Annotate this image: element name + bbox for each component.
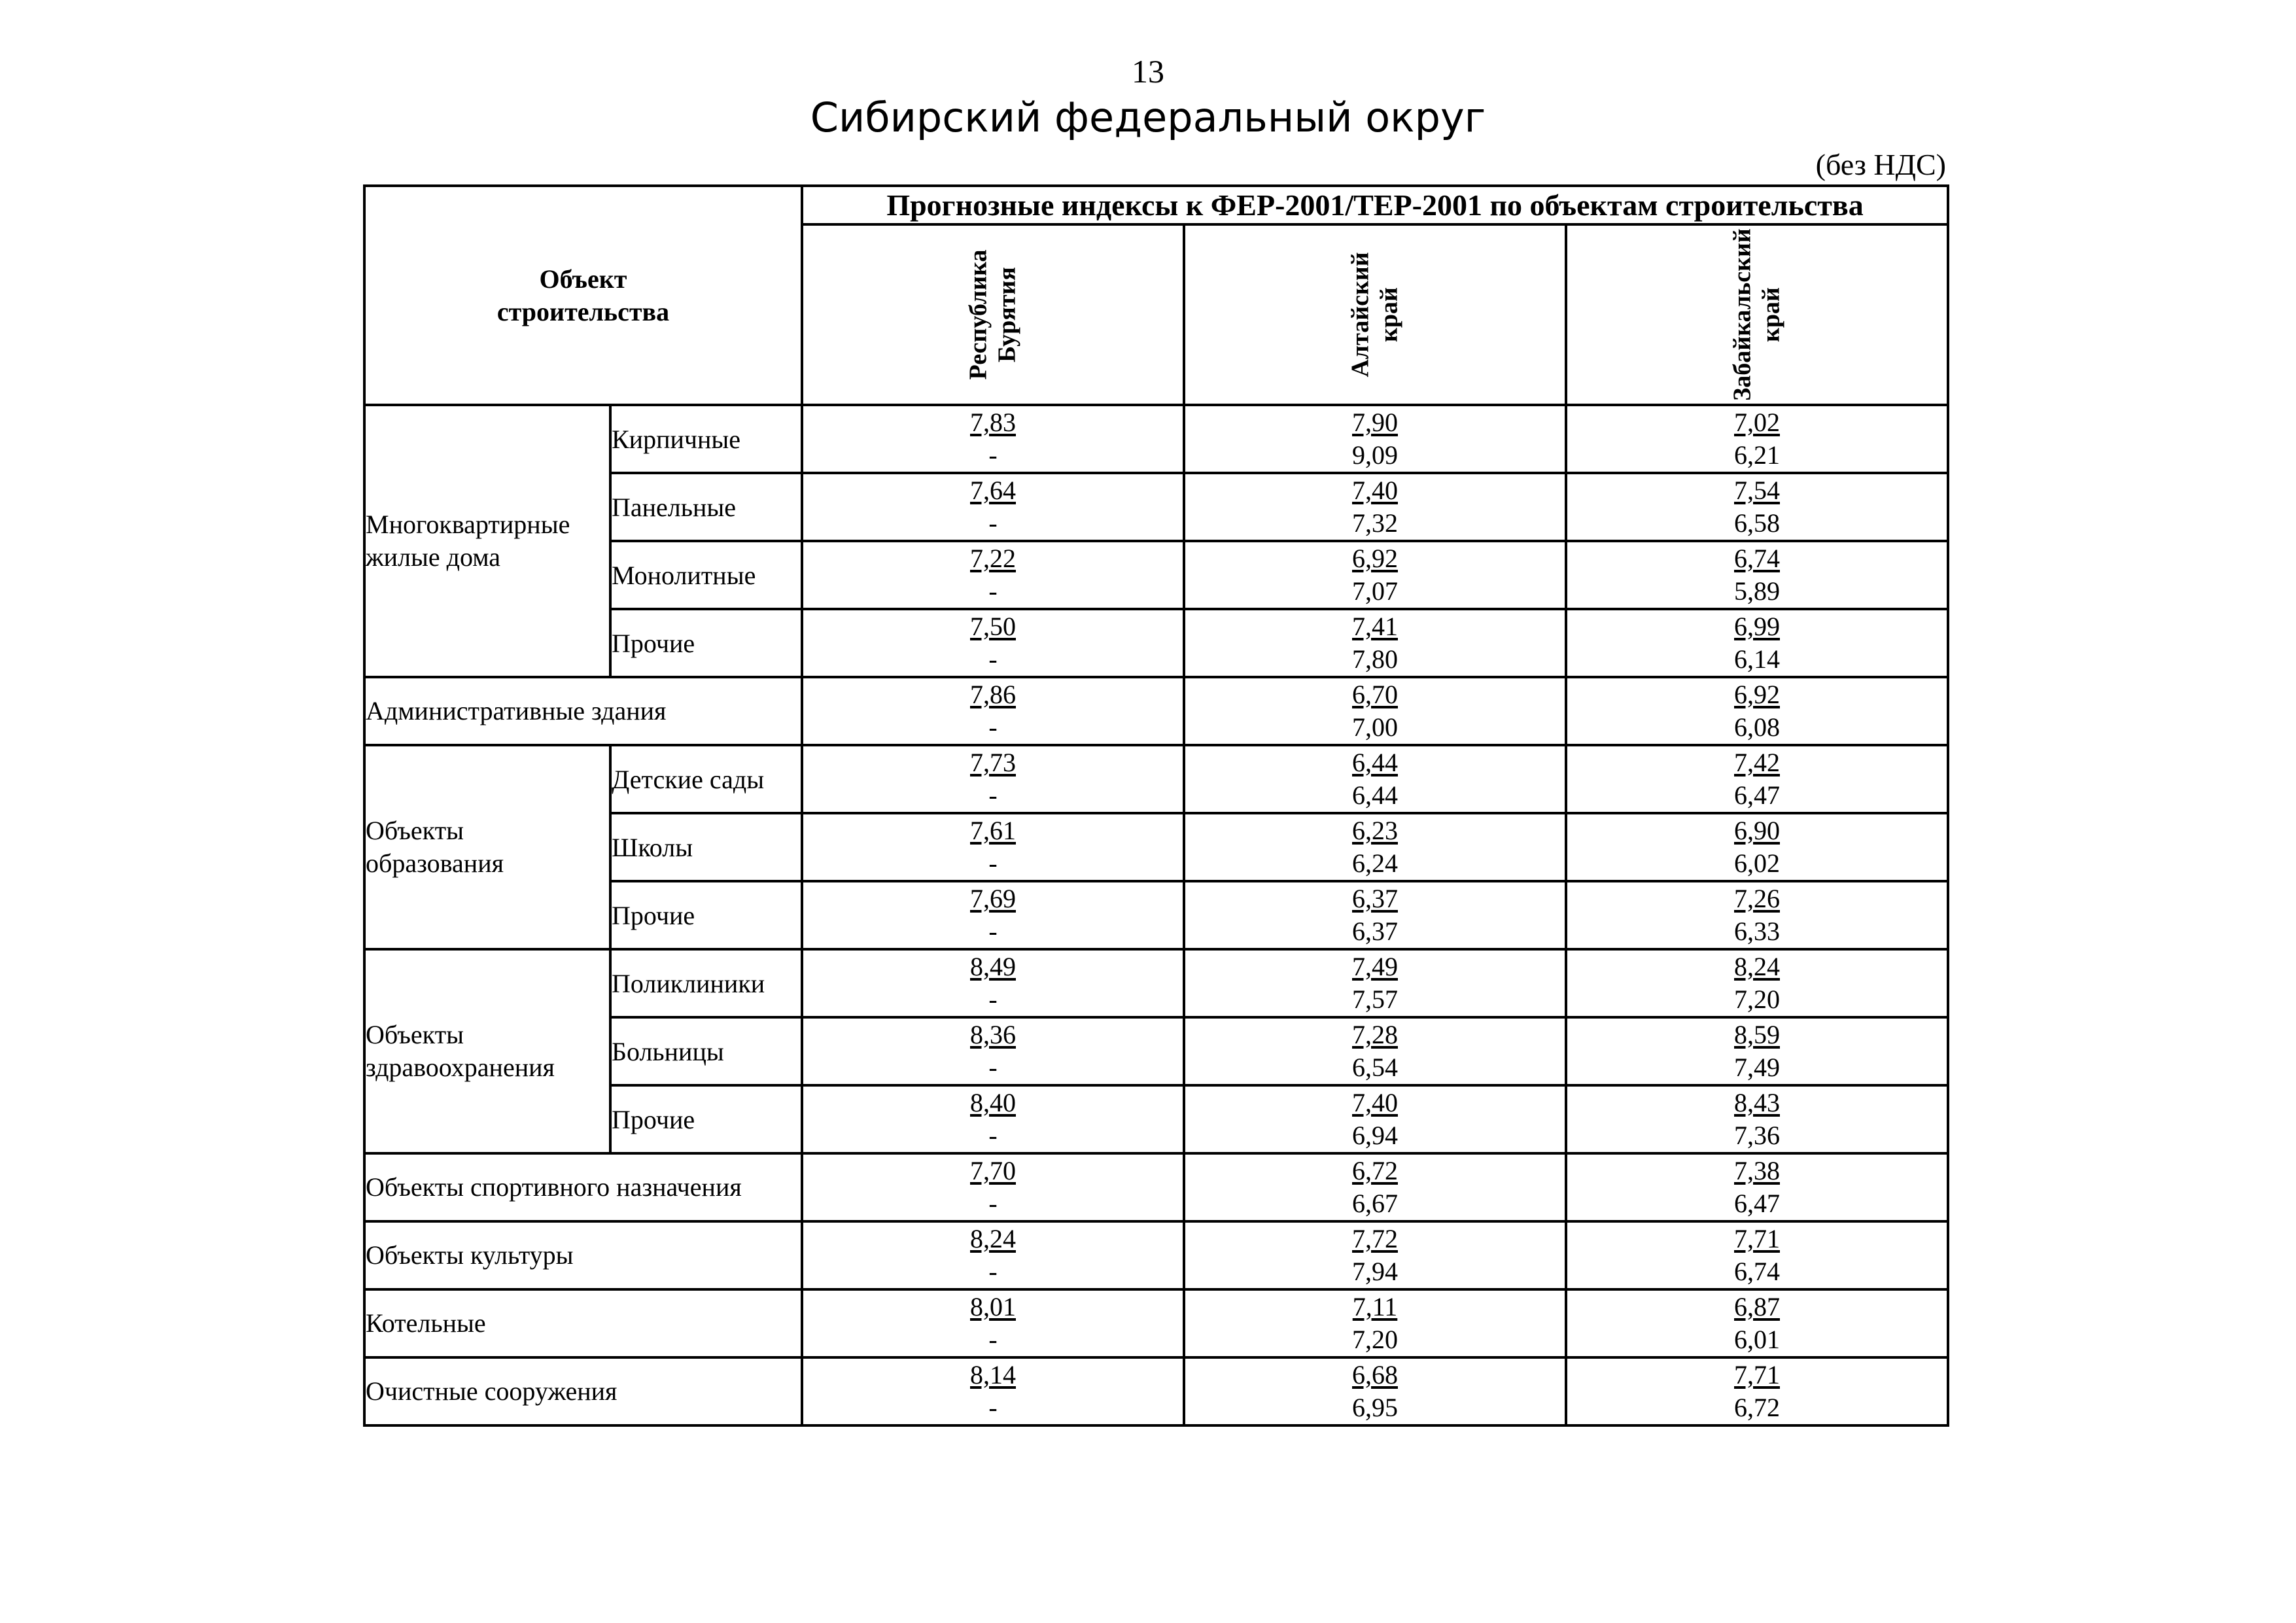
group-label-line: Объекты: [366, 816, 464, 845]
forecast-index-value: 7,72: [1352, 1224, 1398, 1253]
value-cell: [1184, 1017, 1566, 1085]
region-label-line: Алтайский: [1346, 252, 1374, 377]
value-cell: [1184, 405, 1566, 473]
object-column-header: [364, 186, 802, 405]
forecast-index-value: 8,24: [970, 1224, 1016, 1253]
forecast-index-value: 7,61: [970, 816, 1016, 845]
value-cell: [1566, 1153, 1948, 1221]
value-cell: [1184, 677, 1566, 745]
forecast-index-value: 7,22: [970, 544, 1016, 573]
object-header-line1: Объект: [539, 264, 627, 294]
table-row: [364, 1221, 1948, 1289]
secondary-index-value: 6,01: [1734, 1325, 1780, 1354]
secondary-index-value: -: [988, 644, 998, 674]
forecast-index-value: 7,86: [970, 680, 1016, 709]
forecast-index-value: 6,72: [1352, 1156, 1398, 1185]
secondary-index-value: -: [988, 1393, 998, 1422]
forecast-index-value: 7,50: [970, 612, 1016, 641]
value-cell: [1184, 1221, 1566, 1289]
secondary-index-value: 6,02: [1734, 848, 1780, 878]
forecast-index-value: 8,59: [1734, 1020, 1780, 1049]
secondary-index-value: 7,36: [1734, 1121, 1780, 1150]
table-row: [364, 1289, 1948, 1357]
forecast-index-value: 7,70: [970, 1156, 1016, 1185]
table-row: [364, 677, 1948, 745]
forecast-index-value: 7,64: [970, 476, 1016, 505]
value-cell: [1566, 405, 1948, 473]
secondary-index-value: 6,72: [1734, 1393, 1780, 1422]
secondary-index-value: 7,32: [1352, 508, 1398, 538]
forecast-index-value: 6,70: [1352, 680, 1398, 709]
forecast-index-value: 7,83: [970, 408, 1016, 437]
forecast-index-value: 7,02: [1734, 408, 1780, 437]
value-cell: [802, 1085, 1184, 1153]
subtype-cell: Прочие: [610, 609, 802, 677]
table-row: [364, 745, 1948, 813]
value-cell: [802, 1289, 1184, 1357]
table-row: [364, 949, 1948, 1017]
region-header-zabaikalsky: [1566, 224, 1948, 405]
subtype-cell: Детские сады: [610, 745, 802, 813]
secondary-index-value: 9,09: [1352, 440, 1398, 470]
forecast-index-value: 6,99: [1734, 612, 1780, 641]
value-cell: [802, 609, 1184, 677]
value-cell: [1566, 609, 1948, 677]
value-cell: [1184, 949, 1566, 1017]
value-cell: [1566, 745, 1948, 813]
forecast-index-value: 6,92: [1734, 680, 1780, 709]
value-cell: [802, 1221, 1184, 1289]
value-cell: [1566, 1085, 1948, 1153]
forecast-index-table: [363, 184, 1949, 1427]
secondary-index-value: -: [988, 1189, 998, 1218]
table-header-row: [364, 186, 1948, 224]
group-label-line: образования: [366, 848, 504, 878]
secondary-index-value: 6,94: [1352, 1121, 1398, 1150]
forecast-index-value: 8,49: [970, 952, 1016, 981]
value-cell: [1184, 745, 1566, 813]
forecast-header: Прогнозные индексы к ФЕР-2001/ТЕР-2001 по объектам строительства: [802, 186, 1948, 224]
secondary-index-value: 6,74: [1734, 1257, 1780, 1286]
secondary-index-value: 6,44: [1352, 780, 1398, 810]
group-health: [364, 949, 610, 1153]
forecast-index-value: 7,41: [1352, 612, 1398, 641]
secondary-index-value: -: [988, 508, 998, 538]
forecast-index-value: 7,28: [1352, 1020, 1398, 1049]
value-cell: [1184, 541, 1566, 609]
region-header-altai: [1184, 224, 1566, 405]
value-cell: [1184, 881, 1566, 949]
secondary-index-value: -: [988, 1121, 998, 1150]
subtype-cell: Панельные: [610, 473, 802, 541]
value-cell: [802, 473, 1184, 541]
secondary-index-value: 7,20: [1352, 1325, 1398, 1354]
secondary-index-value: 7,94: [1352, 1257, 1398, 1286]
forecast-index-value: 6,23: [1352, 816, 1398, 845]
secondary-index-value: -: [988, 848, 998, 878]
forecast-index-value: 8,01: [970, 1292, 1016, 1321]
group-residential: [364, 405, 610, 677]
value-cell: [802, 405, 1184, 473]
secondary-index-value: -: [988, 1053, 998, 1082]
value-cell: [802, 745, 1184, 813]
group-administrative: Административные здания: [364, 677, 802, 745]
value-cell: [802, 881, 1184, 949]
forecast-index-value: 7,42: [1734, 748, 1780, 777]
value-cell: [1184, 609, 1566, 677]
value-cell: [802, 677, 1184, 745]
object-header-line2: строительства: [496, 296, 670, 326]
subtype-cell: Больницы: [610, 1017, 802, 1085]
secondary-index-value: 6,33: [1734, 916, 1780, 946]
table-row: [364, 405, 1948, 473]
value-cell: [1184, 1357, 1566, 1425]
forecast-index-value: 8,14: [970, 1360, 1016, 1389]
group-boiler: Котельные: [364, 1289, 802, 1357]
forecast-index-value: 7,71: [1734, 1224, 1780, 1253]
page-number: 13: [1132, 53, 1164, 90]
forecast-index-value: 7,69: [970, 884, 1016, 913]
region-label-line: край: [1757, 287, 1784, 342]
secondary-index-value: 7,00: [1352, 712, 1398, 742]
region-label-line: Республика: [964, 249, 992, 380]
forecast-index-value: 7,26: [1734, 884, 1780, 913]
value-cell: [1566, 1357, 1948, 1425]
forecast-index-value: 6,90: [1734, 816, 1780, 845]
region-header-buryatia: [802, 224, 1184, 405]
forecast-index-value: 7,11: [1352, 1292, 1398, 1321]
subtype-cell: Школы: [610, 813, 802, 881]
value-cell: [802, 949, 1184, 1017]
secondary-index-value: -: [988, 916, 998, 946]
secondary-index-value: 6,47: [1734, 1189, 1780, 1218]
forecast-index-value: 6,37: [1352, 884, 1398, 913]
value-cell: [1566, 473, 1948, 541]
forecast-index-value: 7,71: [1734, 1360, 1780, 1389]
value-cell: [802, 813, 1184, 881]
group-sport: Объекты спортивного назначения: [364, 1153, 802, 1221]
group-treatment: Очистные сооружения: [364, 1357, 802, 1425]
group-label-line: здравоохранения: [366, 1053, 555, 1082]
subtype-cell: Прочие: [610, 1085, 802, 1153]
secondary-index-value: 5,89: [1734, 576, 1780, 606]
secondary-index-value: -: [988, 712, 998, 742]
secondary-index-value: 6,08: [1734, 712, 1780, 742]
value-cell: [802, 1357, 1184, 1425]
group-label-line: Многоквартирные: [366, 510, 570, 539]
forecast-index-value: 7,40: [1352, 1088, 1398, 1117]
value-cell: [1566, 677, 1948, 745]
value-cell: [1184, 473, 1566, 541]
secondary-index-value: 6,54: [1352, 1053, 1398, 1082]
forecast-index-value: 6,87: [1734, 1292, 1780, 1321]
secondary-index-value: 6,58: [1734, 508, 1780, 538]
secondary-index-value: 6,14: [1734, 644, 1780, 674]
region-label-line: край: [1375, 287, 1402, 342]
secondary-index-value: -: [988, 440, 998, 470]
secondary-index-value: -: [988, 985, 998, 1014]
table-row: [364, 1357, 1948, 1425]
secondary-index-value: 7,07: [1352, 576, 1398, 606]
secondary-index-value: 6,37: [1352, 916, 1398, 946]
subtype-cell: Прочие: [610, 881, 802, 949]
secondary-index-value: 7,20: [1734, 985, 1780, 1014]
forecast-index-value: 7,49: [1352, 952, 1398, 981]
value-cell: [1566, 1017, 1948, 1085]
secondary-index-value: 7,57: [1352, 985, 1398, 1014]
value-cell: [1184, 1289, 1566, 1357]
group-label-line: Объекты: [366, 1020, 464, 1049]
subtype-cell: Поликлиники: [610, 949, 802, 1017]
secondary-index-value: -: [988, 576, 998, 606]
region-label-line: Бурятия: [993, 267, 1020, 363]
value-cell: [1566, 541, 1948, 609]
value-cell: [1184, 1085, 1566, 1153]
forecast-index-value: 6,92: [1352, 544, 1398, 573]
forecast-index-value: 7,90: [1352, 408, 1398, 437]
secondary-index-value: 7,49: [1734, 1053, 1780, 1082]
secondary-index-value: 6,21: [1734, 440, 1780, 470]
group-culture: Объекты культуры: [364, 1221, 802, 1289]
secondary-index-value: -: [988, 1325, 998, 1354]
value-cell: [1566, 949, 1948, 1017]
table-row: [364, 1153, 1948, 1221]
secondary-index-value: 6,47: [1734, 780, 1780, 810]
forecast-index-value: 8,24: [1734, 952, 1780, 981]
region-label-line: Забайкальский: [1728, 228, 1756, 401]
value-cell: [1184, 1153, 1566, 1221]
secondary-index-value: 6,67: [1352, 1189, 1398, 1218]
secondary-index-value: 6,24: [1352, 848, 1398, 878]
vat-note: (без НДС): [1815, 148, 1946, 181]
secondary-index-value: 6,95: [1352, 1393, 1398, 1422]
group-education: [364, 745, 610, 949]
forecast-index-value: 7,38: [1734, 1156, 1780, 1185]
value-cell: [802, 1153, 1184, 1221]
value-cell: [1566, 881, 1948, 949]
value-cell: [1184, 813, 1566, 881]
subtype-cell: Кирпичные: [610, 405, 802, 473]
forecast-index-value: 7,54: [1734, 476, 1780, 505]
value-cell: [1566, 1221, 1948, 1289]
value-cell: [1566, 813, 1948, 881]
forecast-index-value: 7,40: [1352, 476, 1398, 505]
forecast-index-value: 8,40: [970, 1088, 1016, 1117]
value-cell: [1566, 1289, 1948, 1357]
secondary-index-value: -: [988, 1257, 998, 1286]
forecast-index-value: 6,68: [1352, 1360, 1398, 1389]
value-cell: [802, 541, 1184, 609]
subtype-cell: Монолитные: [610, 541, 802, 609]
value-cell: [802, 1017, 1184, 1085]
forecast-index-value: 6,74: [1734, 544, 1780, 573]
group-label-line: жилые дома: [366, 542, 501, 572]
secondary-index-value: 7,80: [1352, 644, 1398, 674]
page-title: Сибирский федеральный округ: [810, 94, 1486, 141]
forecast-index-value: 8,36: [970, 1020, 1016, 1049]
forecast-index-value: 8,43: [1734, 1088, 1780, 1117]
forecast-index-value: 6,44: [1352, 748, 1398, 777]
secondary-index-value: -: [988, 780, 998, 810]
forecast-index-value: 7,73: [970, 748, 1016, 777]
